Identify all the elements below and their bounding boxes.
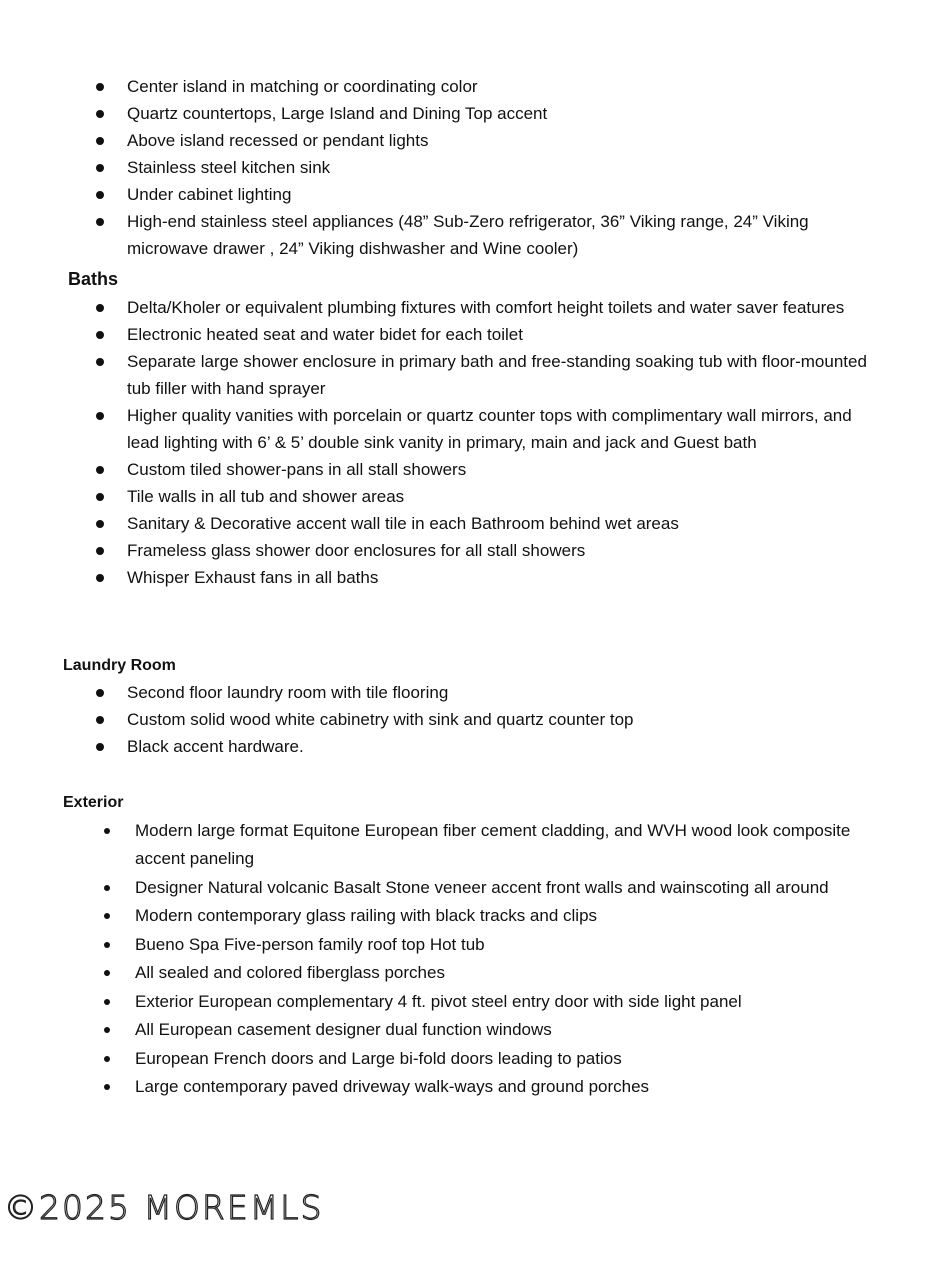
list-item: [127, 127, 887, 154]
list-item: [127, 564, 887, 591]
bullet-icon: [96, 466, 104, 474]
list-item-text: Large contemporary paved driveway walk-ways and ground porches: [135, 1077, 650, 1096]
list-item: [135, 959, 895, 987]
bullet-icon: [96, 716, 104, 724]
list-item: [127, 73, 887, 100]
exterior-heading: Exterior: [63, 794, 124, 811]
list-item-text: European French doors and Large bi-fold doors leading to patios: [135, 1048, 622, 1068]
list-item-text: Higher quality vanities with porcelain or quartz counter tops with complimentary wall mirrors, and lead lighting with 6’ & 5’ double sink vanity in primary, main and jack and Guest bath: [127, 406, 852, 452]
list-item-text: Delta/Kholer or equivalent plumbing fixtures with comfort height toilets and water saver features: [127, 298, 845, 317]
list-item-text: Stainless steel kitchen sink: [127, 158, 331, 177]
bullet-icon: [96, 218, 104, 226]
bullet-icon: [96, 358, 104, 366]
list-item: [127, 402, 887, 456]
bullet-icon: [96, 412, 104, 420]
list-item: [135, 1045, 895, 1073]
list-item: [127, 679, 887, 706]
baths-heading: Baths: [68, 269, 119, 289]
list-item-text: All sealed and colored fiberglass porches: [135, 963, 445, 982]
list-item: [127, 321, 887, 348]
list-item: [127, 154, 887, 181]
exterior-feature-list: [135, 817, 895, 1102]
list-item-text: Center island in matching or coordinating color: [127, 77, 478, 96]
list-item-text: Separate large shower enclosure in primary bath and free-standing soaking tub with floor-mounted tub filler with hand sprayer: [127, 352, 867, 398]
list-item: [135, 874, 895, 902]
bullet-icon: [96, 83, 104, 91]
bullet-icon: [104, 1084, 110, 1090]
bullet-icon: [104, 828, 110, 834]
list-item: [127, 456, 887, 483]
bullet-icon: [96, 110, 104, 118]
list-item-text: Second floor laundry room with tile flooring: [127, 683, 449, 702]
list-item-text: Quartz countertops, Large Island and Dining Top accent: [127, 104, 548, 123]
list-item: [135, 1073, 895, 1101]
bullet-icon: [96, 574, 104, 582]
bullet-icon: [96, 304, 104, 312]
bullet-icon: [96, 743, 104, 751]
laundry-feature-list: [127, 679, 887, 760]
list-item: [127, 208, 887, 262]
list-item-text: Bueno Spa Five-person family roof top Hot tub: [135, 934, 485, 954]
list-item-text: Under cabinet lighting: [127, 185, 292, 204]
list-item: [127, 537, 887, 564]
list-item-text: Frameless glass shower door enclosures for all stall showers: [127, 541, 586, 560]
list-item-text: Electronic heated seat and water bidet for each toilet: [127, 325, 523, 344]
kitchen-feature-list: [127, 73, 887, 262]
list-item-text: Modern large format Equitone European fiber cement cladding, and WVH wood look composite accent paneling: [135, 821, 851, 868]
list-item-text: Tile walls in all tub and shower areas: [127, 487, 405, 506]
list-item-text: All European casement designer dual function windows: [135, 1020, 552, 1039]
bullet-icon: [96, 520, 104, 528]
bullet-icon: [104, 885, 110, 891]
bullet-icon: [104, 1056, 110, 1062]
list-item: [135, 988, 895, 1016]
list-item: [127, 100, 887, 127]
list-item: [135, 931, 895, 959]
list-item-text: Modern contemporary glass railing with black tracks and clips: [135, 906, 598, 925]
list-item: [127, 348, 887, 402]
bullet-icon: [96, 493, 104, 501]
list-item: [135, 1016, 895, 1044]
bullet-icon: [96, 191, 104, 199]
list-item-text: Whisper Exhaust fans in all baths: [127, 568, 379, 587]
list-item-text: High-end stainless steel appliances (48” Sub-Zero refrigerator, 36” Viking range, 24” Viking microwave drawer , 24” Viking dishwasher and Wine cooler): [127, 212, 809, 258]
list-item: [127, 733, 887, 760]
list-item: [127, 510, 887, 537]
bullet-icon: [96, 547, 104, 555]
bullet-icon: [96, 331, 104, 339]
list-item-text: Exterior European complementary 4 ft. pivot steel entry door with side light panel: [135, 991, 742, 1011]
copyright-watermark: ©2025 MOREMLS: [4, 1188, 324, 1227]
bullet-icon: [104, 999, 110, 1005]
list-item: [127, 706, 887, 733]
bullet-icon: [104, 970, 110, 976]
list-item: [127, 483, 887, 510]
laundry-heading: Laundry Room: [63, 657, 176, 674]
bullet-icon: [96, 137, 104, 145]
bullet-icon: [104, 913, 110, 919]
baths-feature-list: [127, 294, 887, 591]
list-item: [127, 294, 887, 321]
list-item-text: Custom solid wood white cabinetry with sink and quartz counter top: [127, 710, 634, 729]
list-item: [135, 817, 895, 873]
list-item-text: Above island recessed or pendant lights: [127, 131, 429, 150]
list-item-text: Custom tiled shower-pans in all stall showers: [127, 460, 467, 479]
bullet-icon: [104, 942, 110, 948]
list-item-text: Sanitary & Decorative accent wall tile in each Bathroom behind wet areas: [127, 514, 679, 533]
list-item: [135, 902, 895, 930]
list-item-text: Black accent hardware.: [127, 737, 304, 756]
bullet-icon: [96, 689, 104, 697]
list-item-text: Designer Natural volcanic Basalt Stone veneer accent front walls and wainscoting all around: [135, 877, 829, 897]
list-item: [127, 181, 887, 208]
bullet-icon: [96, 164, 104, 172]
bullet-icon: [104, 1027, 110, 1033]
